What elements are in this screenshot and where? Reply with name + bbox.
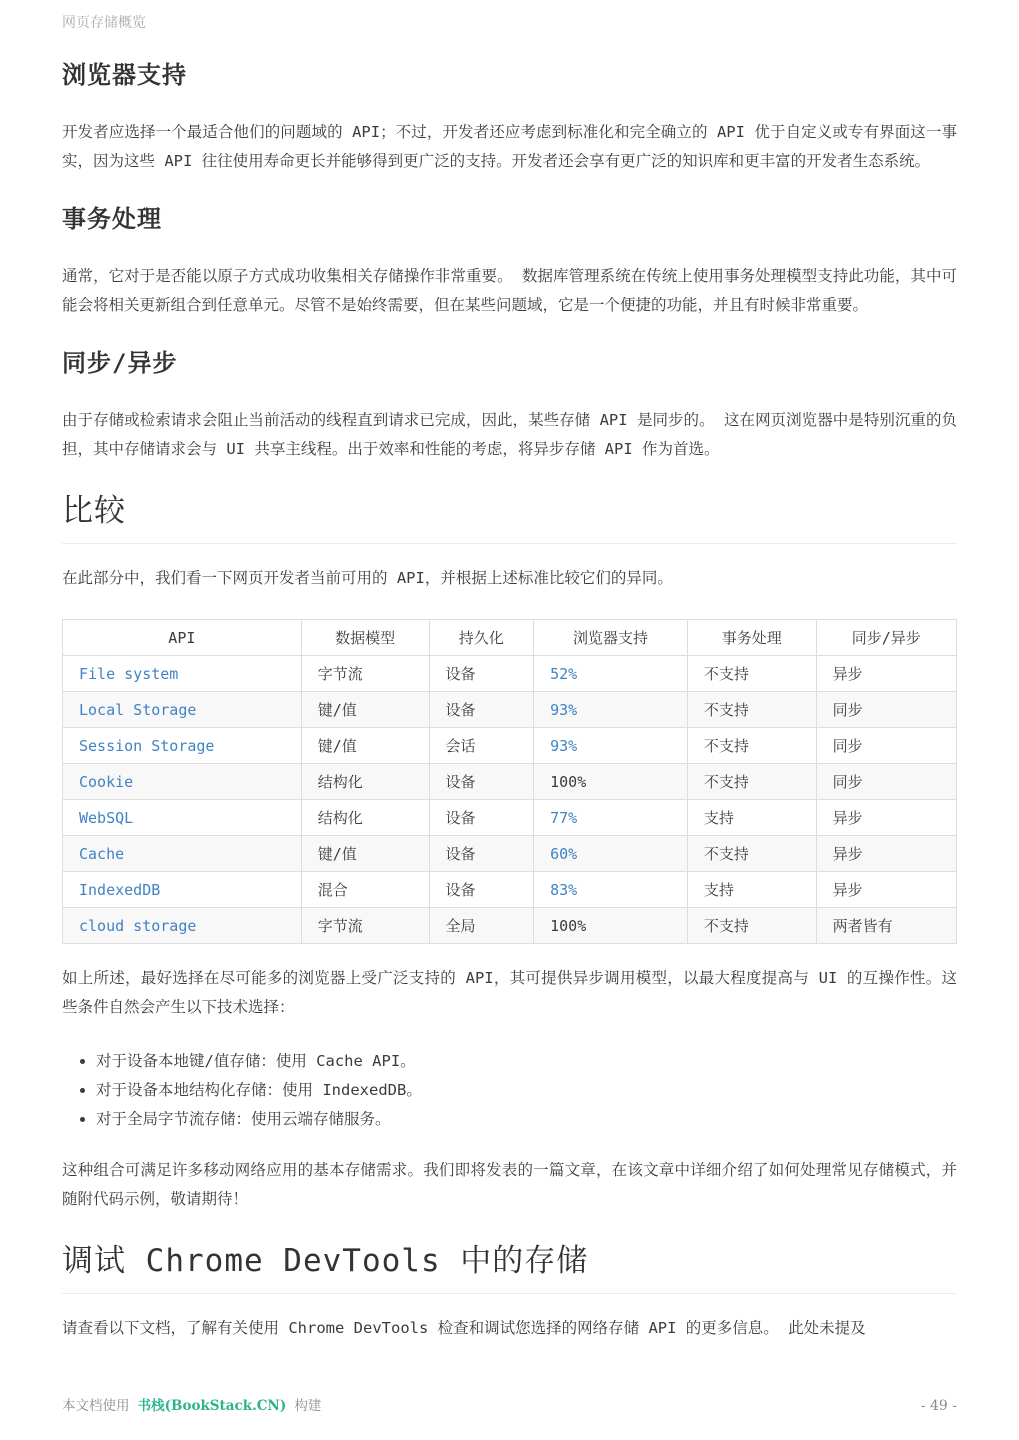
table-row	[63, 728, 957, 764]
cell-persistence: 全局	[429, 908, 534, 944]
cell-data-model: 混合	[301, 872, 429, 908]
page-number: - 49 -	[920, 1398, 957, 1414]
cell-transactions: 支持	[687, 872, 816, 908]
page-footer	[62, 1394, 957, 1414]
browser-support-link[interactable]: 77%	[550, 808, 578, 827]
browser-support-link[interactable]: 60%	[550, 844, 578, 863]
heading-browser-support: 浏览器支持	[62, 61, 187, 89]
table-header-persistence: 持久化	[429, 620, 534, 656]
paragraph-sync-async: 由于存储或检索请求会阻止当前活动的线程直到请求已完成，因此，某些存储 API 是同步的。 这在网页浏览器中是特别沉重的负担，其中存储请求会与 UI 共享主线程。出于效率和性能的考虑，将异步存储 API 作为首选。	[62, 411, 957, 458]
cell-data-model: 结构化	[301, 764, 429, 800]
cell-persistence: 设备	[429, 800, 534, 836]
table-row	[63, 764, 957, 800]
cell-transactions: 不支持	[687, 908, 816, 944]
footer-attribution	[62, 1394, 321, 1414]
table-row	[63, 692, 957, 728]
cell-sync-async: 同步	[816, 728, 956, 764]
heading-transactions: 事务处理	[62, 205, 162, 233]
api-link-cloud-storage[interactable]: cloud storage	[79, 916, 197, 935]
api-link-cookie[interactable]: Cookie	[79, 772, 134, 791]
table-header-row	[63, 620, 957, 656]
table-header-data-model: 数据模型	[301, 620, 429, 656]
cell-sync-async: 同步	[816, 692, 956, 728]
paragraph-closing: 这种组合可满足许多移动网络应用的基本存储需求。我们即将发表的一篇文章，在该文章中详细介绍了如何处理常见存储模式，并随附代码示例，敬请期待！	[62, 1161, 957, 1208]
table-header-browser-support: 浏览器支持	[534, 620, 688, 656]
footer-suffix: 构建	[286, 1398, 322, 1414]
cell-transactions: 不支持	[687, 836, 816, 872]
cell-data-model: 键/值	[301, 692, 429, 728]
table-row	[63, 908, 957, 944]
paragraph-browser-support: 开发者应选择一个最适合他们的问题域的 API；不过，开发者还应考虑到标准化和完全确立的 API 优于自定义或专有界面这一事实，因为这些 API 往往使用寿命更长并能够得到更广泛的支持。开发者还会享有更广泛的知识库和更丰富的开发者生态系统。	[62, 123, 957, 170]
table-header-transactions: 事务处理	[687, 620, 816, 656]
browser-support-link[interactable]: 93%	[550, 700, 578, 719]
table-header-api: API	[63, 620, 302, 656]
heading-devtools: 调试 Chrome DevTools 中的存储	[62, 1241, 957, 1294]
table-row	[63, 836, 957, 872]
browser-support-value: 100%	[550, 772, 587, 791]
browser-support-link[interactable]: 52%	[550, 664, 578, 683]
paragraph-transactions: 通常，它对于是否能以原子方式成功收集相关存储操作非常重要。 数据库管理系统在传统上使用事务处理模型支持此功能，其中可能会将相关更新组合到任意单元。尽管不是始终需要，但在某些问题域，它是一个便捷的功能，并且有时候非常重要。	[62, 267, 957, 314]
browser-support-link[interactable]: 83%	[550, 880, 578, 899]
footer-prefix: 本文档使用	[62, 1398, 138, 1414]
cell-transactions: 支持	[687, 800, 816, 836]
cell-sync-async: 异步	[816, 836, 956, 872]
cell-persistence: 设备	[429, 656, 534, 692]
cell-persistence: 会话	[429, 728, 534, 764]
cell-persistence: 设备	[429, 692, 534, 728]
cell-sync-async: 异步	[816, 872, 956, 908]
cell-transactions: 不支持	[687, 692, 816, 728]
cell-sync-async: 异步	[816, 656, 956, 692]
cell-persistence: 设备	[429, 872, 534, 908]
api-link-indexeddb[interactable]: IndexedDB	[79, 880, 161, 899]
paragraph-comparison-intro: 在此部分中，我们看一下网页开发者当前可用的 API，并根据上述标准比较它们的异同。	[62, 569, 673, 587]
cell-transactions: 不支持	[687, 728, 816, 764]
cell-transactions: 不支持	[687, 656, 816, 692]
breadcrumb: 网页存储概览	[62, 15, 146, 31]
list-item: • 对于全局字节流存储：使用云端存储服务。	[96, 1105, 957, 1134]
cell-data-model: 字节流	[301, 656, 429, 692]
list-item: • 对于设备本地结构化存储：使用 IndexedDB。	[96, 1076, 957, 1105]
cell-sync-async: 异步	[816, 800, 956, 836]
table-row	[63, 800, 957, 836]
api-link-cache[interactable]: Cache	[79, 844, 125, 863]
tech-choices-list	[96, 1047, 957, 1134]
heading-sync-async: 同步/异步	[62, 349, 178, 377]
table-row	[63, 656, 957, 692]
api-link-file-system[interactable]: File system	[79, 664, 179, 683]
cell-data-model: 字节流	[301, 908, 429, 944]
heading-comparison: 比较	[62, 491, 957, 544]
paragraph-after-table: 如上所述，最好选择在尽可能多的浏览器上受广泛支持的 API，其可提供异步调用模型，以最大程度提高与 UI 的互操作性。这些条件自然会产生以下技术选择：	[62, 969, 957, 1016]
api-link-local-storage[interactable]: Local Storage	[79, 700, 197, 719]
cell-transactions: 不支持	[687, 764, 816, 800]
comparison-table	[62, 619, 957, 944]
cell-sync-async: 同步	[816, 764, 956, 800]
browser-support-value: 100%	[550, 916, 587, 935]
cell-persistence: 设备	[429, 764, 534, 800]
bookstack-link[interactable]: 书栈(BookStack.CN)	[137, 1398, 287, 1414]
table-row	[63, 872, 957, 908]
table-header-sync-async: 同步/异步	[816, 620, 956, 656]
api-link-session-storage[interactable]: Session Storage	[79, 736, 215, 755]
api-link-websql[interactable]: WebSQL	[79, 808, 134, 827]
paragraph-devtools: 请查看以下文档，了解有关使用 Chrome DevTools 检查和调试您选择的网络存储 API 的更多信息。 此处未提及	[62, 1319, 866, 1337]
cell-data-model: 结构化	[301, 800, 429, 836]
cell-data-model: 键/值	[301, 728, 429, 764]
list-item: • 对于设备本地键/值存储：使用 Cache API。	[96, 1047, 957, 1076]
cell-persistence: 设备	[429, 836, 534, 872]
browser-support-link[interactable]: 93%	[550, 736, 578, 755]
cell-data-model: 键/值	[301, 836, 429, 872]
cell-sync-async: 两者皆有	[816, 908, 956, 944]
